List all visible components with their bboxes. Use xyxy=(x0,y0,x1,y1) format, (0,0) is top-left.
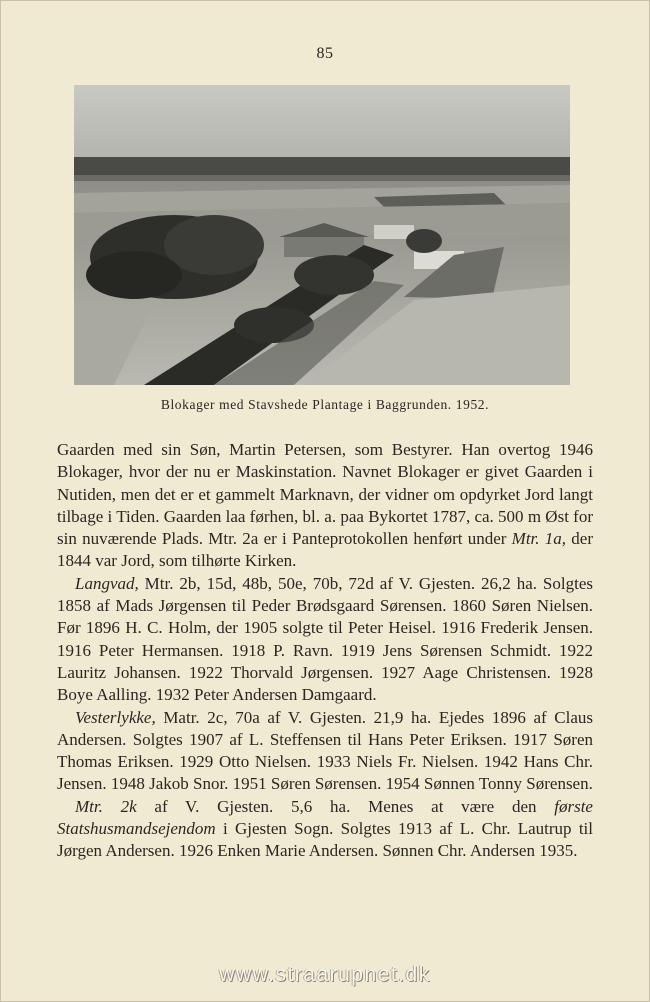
paragraph-text: Matr. 2c, 70a af V. Gjesten. 21,9 ha. Ejedes 1896 af Claus Andersen. Solgtes 1907 af L. Steffensen til Hans Peter Eriksen. 1917 Søren Thomas Eriksen. 1929 Otto Nielsen. 1933 Niels Fr. Nielsen. 1942 Hans Chr. Jensen. 1948 Jakob Snor. 1951 Søren Sørensen. 1954 Sønnen Tonny Sørensen. xyxy=(57,707,593,794)
paragraph-italic-text: Mtr. 1a, xyxy=(511,529,567,549)
farm-name: Langvad, xyxy=(75,573,139,593)
paragraph-text: af V. Gjesten. 5,6 ha. Menes at være den xyxy=(136,796,555,816)
paragraph-italic-text: første Statshusmandsejendom xyxy=(57,796,593,839)
paragraph-text: der 1844 var Jord, som tilhørte Kirken. xyxy=(57,529,593,571)
paragraph-text: Gaarden med sin Søn, Martin Petersen, som Bestyrer. Han overtog 1946 Blokager, hvor der nu er Maskinstation. Navnet Blokager er givet Gaarden i Nutiden, men det er et gammelt Marknavn, der vidner om opdyrket Jord langt tilbage i Tiden. Gaarden laa førhen, bl. a. paa Bykortet 1787, ca. 500 m Øst for sin nuværende Plads. Mtr. 2a er i Panteprotokollen henført under xyxy=(57,440,593,549)
watermark: www.straarupnet.dk xyxy=(219,963,431,986)
body-text xyxy=(57,439,593,863)
paragraph-text: i Gjesten Sogn. Solgtes 1913 af L. Chr. Lautrup til Jørgen Andersen. 1926 Enken Marie Andersen. Sønnen Chr. Andersen 1935. xyxy=(57,819,593,861)
paragraph xyxy=(57,439,593,573)
farm-name: Vesterlykke, xyxy=(75,707,156,727)
landscape-photo-icon xyxy=(74,85,570,385)
paragraph xyxy=(57,573,593,707)
farm-name: Mtr. 2k xyxy=(75,796,137,816)
page-number: 85 xyxy=(316,45,334,62)
paragraph xyxy=(57,707,593,796)
paragraph-text: Mtr. 2b, 15d, 48b, 50e, 70b, 72d af V. Gjesten. 26,2 ha. Solgtes 1858 af Mads Jørgensen til Peder Brødsgaard Sørensen. 1860 Søren Nielsen. Før 1896 H. C. Holm, der 1905 solgte til Peter Heisel. 1916 Frederik Jensen. 1916 Peter Hermansen. 1918 P. Ravn. 1919 Jens Sørensen Schmidt. 1922 Lauritz Johansen. 1922 Thorvald Jørgensen. 1927 Aage Christensen. 1928 Boye Aalling. 1932 Peter Andersen Damgaard. xyxy=(57,573,593,705)
paragraph xyxy=(57,796,593,863)
photo-caption: Blokager med Stavshede Plantage i Baggrunden. 1952. xyxy=(160,397,490,412)
farm-photograph xyxy=(74,85,570,385)
